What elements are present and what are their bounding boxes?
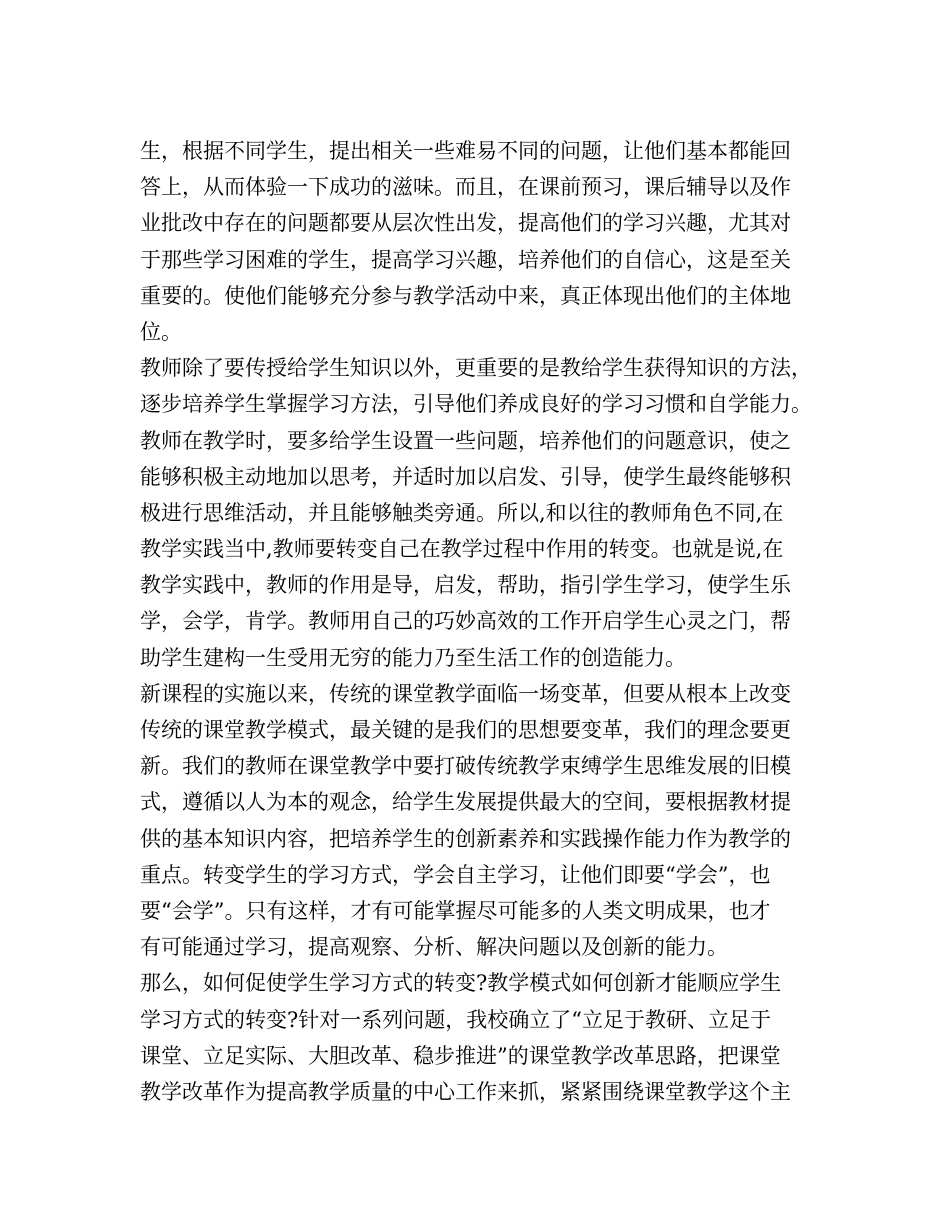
text-line: 教学改革作为提高教学质量的中心工作来抓，紧紧围绕课堂教学这个主 — [140, 1079, 791, 1104]
paragraph-1 — [140, 133, 820, 350]
text-line: 业批改中存在的问题都要从层次性出发，提高他们的学习兴趣，尤其对 — [140, 211, 791, 236]
paragraph-2 — [140, 350, 820, 676]
text-line: 式，遵循以人为本的观念，给学生发展提供最大的空间，要根据教材提 — [140, 790, 791, 815]
paragraph-3 — [140, 676, 820, 966]
text-line: 重要的。使他们能够充分参与教学活动中来，真正体现出他们的主体地 — [140, 283, 791, 308]
text-line: 传统的课堂教学模式，最关键的是我们的思想要变革，我们的理念要更 — [140, 718, 791, 742]
document-body — [140, 133, 820, 1110]
text-line: 逐步培养学生掌握学习方法，引导他们养成良好的学习习惯和自学能力。 — [140, 392, 812, 417]
text-line: 教师在教学时，要多给学生设置一些问题，培养他们的问题意识，使之 — [140, 428, 791, 453]
text-line: 学，会学，肯学。教师用自己的巧妙高效的工作开启学生心灵之门，帮 — [140, 609, 791, 634]
text-line: 新课程的实施以来，传统的课堂教学面临一场变革，但要从根本上改变 — [140, 681, 791, 706]
text-line: 有可能通过学习，提高观察、分析、解决问题以及创新的能力。 — [140, 935, 728, 960]
text-line: 生，根据不同学生，提出相关一些难易不同的问题，让他们基本都能回 — [140, 139, 791, 163]
text-line: 教师除了要传授给学生知识以外，更重要的是教给学生获得知识的方法， — [140, 356, 812, 381]
text-line: 要“会学”。只有这样，才有可能掌握尽可能多的人类文明成果，也才 — [140, 898, 771, 923]
text-line: 课堂、立足实际、大胆改革、稳步推进”的课堂教学改革思路，把课堂 — [140, 1043, 781, 1068]
text-line: 学习方式的转变?针对一系列问题，我校确立了“立足于教研、立足于 — [140, 1007, 771, 1032]
text-line: 那么，如何促使学生学习方式的转变?教学模式如何创新才能顺应学生 — [140, 971, 782, 996]
text-line: 教学实践中，教师的作用是导，启发，帮助，指引学生学习，使学生乐 — [140, 573, 791, 598]
paragraph-4 — [140, 965, 820, 1110]
text-line: 于那些学习困难的学生，提高学习兴趣，培养他们的自信心，这是至关 — [140, 247, 791, 272]
text-line: 极进行思维活动，并且能够触类旁通。所以,和以往的教师角色不同,在 — [140, 500, 784, 525]
text-line: 能够积极主动地加以思考，并适时加以启发、引导，使学生最终能够积 — [140, 464, 791, 489]
text-line: 供的基本知识内容，把培养学生的创新素养和实践操作能力作为教学的 — [140, 826, 791, 851]
text-line: 位。 — [140, 319, 182, 344]
text-line: 新。我们的教师在课堂教学中要打破传统教学束缚学生思维发展的旧模 — [140, 754, 791, 779]
text-line: 助学生建构一生受用无穷的能力乃至生活工作的创造能力。 — [140, 645, 686, 670]
text-line: 答上，从而体验一下成功的滋味。而且，在课前预习，课后辅导以及作 — [140, 175, 791, 200]
text-line: 重点。转变学生的学习方式，学会自主学习，让他们即要“学会”，也 — [140, 862, 771, 887]
text-line: 教学实践当中,教师要转变自己在教学过程中作用的转变。也就是说,在 — [140, 537, 784, 562]
